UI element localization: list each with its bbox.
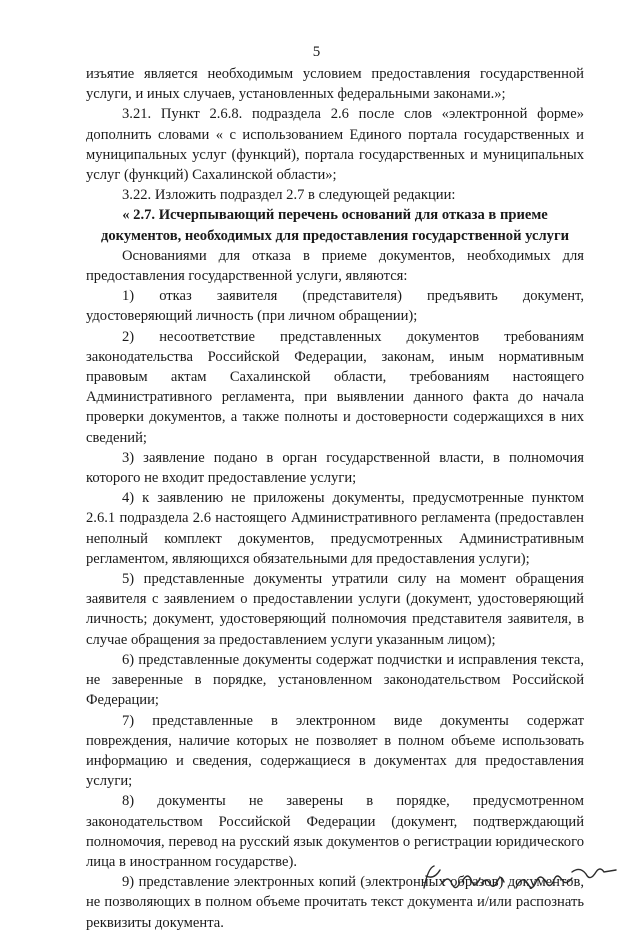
paragraph: 3.22. Изложить подраздел 2.7 в следующей редакции:: [122, 187, 456, 204]
section-heading: « 2.7. Исчерпывающий перечень оснований для отказа в приеме документов, необходимых для предоставления государственной услуги: [101, 207, 569, 244]
list-item: 3) заявление подано в орган государственной власти, в полномочия которого не входит предоставление услуги;: [86, 449, 584, 487]
page-number: 5: [312, 44, 321, 60]
list-item: 1) отказ заявителя (представителя) предъявить документ, удостоверяющий личность (при личном обращении);: [86, 288, 584, 325]
list-item: 9) представление электронных копий (электронных образов) документов, не позволяющих в полном объеме прочитать текст документа и/или распознать реквизиты документа.: [86, 874, 584, 931]
document-body: [86, 64, 584, 933]
list-item: 4) к заявлению не приложены документы, предусмотренные пунктом 2.6.1 подраздела 2.6 настоящего Административного регламента (предоставлен неполный комплект документов, предусмотренных Административным регламентом, являющихся обязательными для предоставления услуги);: [86, 490, 584, 567]
paragraph: изъятие является необходимым условием предоставления государственной услуги, и иных случаев, установленных федеральными законами.»;: [86, 66, 584, 103]
list-item: 8) документы не заверены в порядке, предусмотренном законодательством Российской Федерации (документ, подтверждающий полномочия, перевод на русский язык документов о регистрации юридического лица в иностранном государстве).: [86, 793, 584, 870]
list-intro: Основаниями для отказа в приеме документов, необходимых для предоставления государственной услуги, являются:: [86, 247, 584, 285]
paragraph: 3.21. Пункт 2.6.8. подраздела 2.6 после слов «электронной форме» дополнить словами « с использованием Единого портала государственных и муниципальных услуг (функций), портала государственных и муниципальных услуг (функций) Сахалинской области»;: [86, 106, 584, 184]
list-item: 5) представленные документы утратили силу на момент обращения заявителя с заявлением о предоставлении услуги (документ, удостоверяющий личность; документ, удостоверяющий полномочия представителя заявителя, в случае обращения за предоставлением услуги указанным лицом);: [86, 571, 584, 648]
list-item: 7) представленные в электронном виде документы содержат повреждения, наличие которых не позволяет в полном объеме использовать информацию и сведения, содержащиеся в документах для предоставления услуги;: [86, 712, 584, 790]
list-item: 6) представленные документы содержат подчистки и исправления текста, не заверенные в порядке, установленном законодательством Российской Федерации;: [86, 651, 584, 709]
handwritten-signature: [420, 858, 620, 898]
list-item: 2) несоответствие представленных документов требованиям законодательства Российской Федерации, законам, иным нормативным правовым актам Сахалинской области, требованиям настоящего Административного регламента, при выявлении данного факта до начала проверки документов, а также полноты и достоверности содержащихся в них сведений;: [86, 328, 584, 446]
